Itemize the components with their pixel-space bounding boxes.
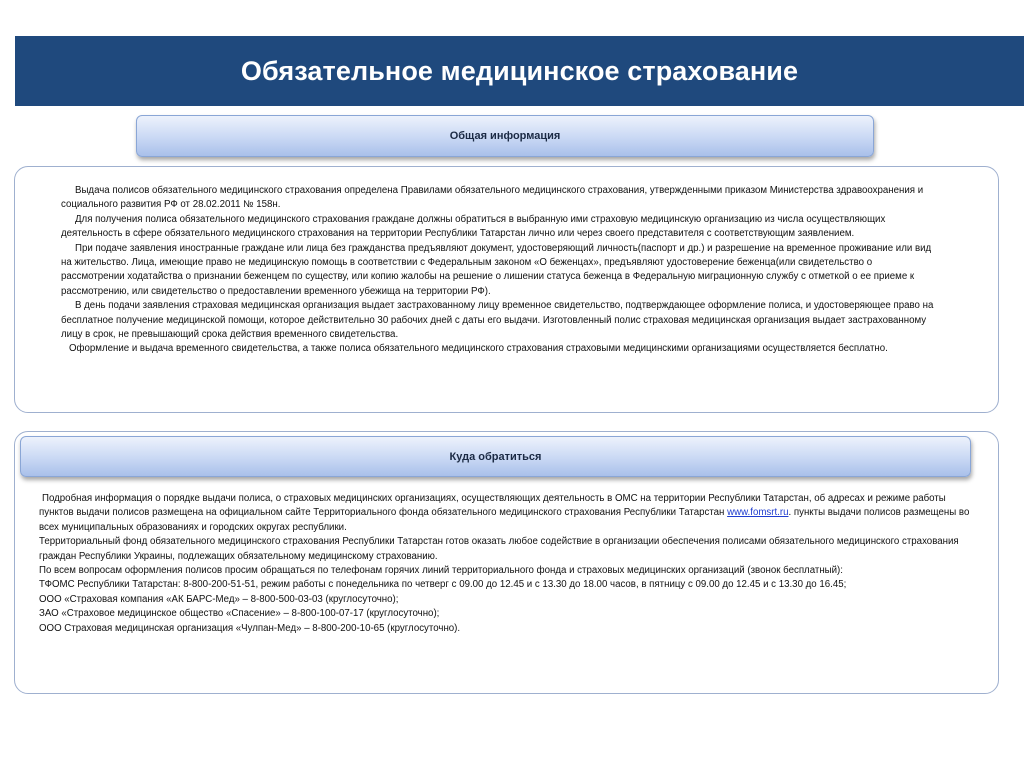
hotline-line: ООО Страховая медицинская организация «Чулпан-Мед» – 8-800-200-10-65 (круглосуточно).: [39, 622, 461, 634]
hotline-line: ЗАО «Страховое медицинское общество «Спасение» – 8-800-100-07-17 (круглосуточно);: [39, 608, 440, 620]
intro-text: Подробная информация о порядке выдачи полиса, о страховых медицинских организациях, осуществляющих деятельность в ОМС на территории Республики Татарстан, об адресах и режиме работы пунктов выдачи полисов размещена на официальном сайте Территориального фонда обязательного медицинского страхования Республики Татарстан: [39, 493, 946, 519]
fomsrt-link[interactable]: www.fomsrt.ru: [727, 507, 789, 519]
paragraph: По всем вопросам оформления полисов просим обращаться по телефонам горячих линий территориального фонда и страховых медицинских организаций (звонок бесплатный):: [39, 565, 843, 577]
paragraph: Выдача полисов обязательного медицинского страхования определена Правилами обязательного медицинского страхования, утвержденными приказом Министерства здравоохранения и социального развития РФ от 28.02.2011 № 158н.: [61, 185, 924, 211]
hotline-line: ООО «Страховая компания «АК БАРС-Мед» – 8-800-500-03-03 (круглосуточно);: [39, 593, 399, 605]
paragraph: Для получения полиса обязательного медицинского страхования граждане должны обратиться в выбранную ими страховую медицинскую организацию из числа осуществляющих деятельность в сфере обязательного медицинского страхования на территории Республики Татарстан лично или через своего представителя с соответствующим заявлением.: [61, 213, 886, 240]
section-header-general-info: [136, 115, 874, 157]
hotline-line: ТФОМС Республики Татарстан: 8-800-200-51-51, режим работы с понедельника по четверг с 09.00 до 12.45 и с 13.30 до 18.00 часов, в пятницу с 09.00 до 12.45 и с 13.30 до 16.45;: [39, 579, 847, 591]
contacts-text: [39, 492, 979, 636]
section-header-label: Куда обратиться: [449, 450, 542, 463]
paragraph: При подаче заявления иностранные граждане или лица без гражданства предъявляют документ, удостоверяющий личность(паспорт и др.) и разрешение на временное проживание или вид на жительство. Лица, имеющие право не медицинскую помощь в соответствии с Федеральным законом «О беженцах», предъявляют удостоверение беженца(или свидетельство о рассмотрении ходатайства о признании беженцем по существу, или копию жалобы на решение о лишении статуса беженца в Федеральную миграционную службу с отметкой о ее приеме к рассмотрению, или свидетельство о предоставлении временного убежища на территории РФ).: [61, 242, 932, 297]
paragraph: Территориальный фонд обязательного медицинского страхования Республики Татарстан готов оказать любое содействие в организации обеспечения полисами обязательного медицинского страхования граждан Республики Украины, подлежащих обязательному медицинскому страхованию.: [39, 536, 959, 562]
slide-title: Обязательное медицинское страхование: [240, 55, 799, 86]
title-bar: [15, 36, 1024, 106]
intro-text-tail: . пункты выдачи полисов размещены во всех муниципальных образованиях и городских округах республики.: [39, 507, 970, 533]
paragraph: Оформление и выдача временного свидетельства, а также полиса обязательного медицинского страхования страховыми медицинскими организациями осуществляется бесплатно.: [69, 343, 888, 355]
general-info-text: [61, 184, 937, 357]
paragraph: В день подачи заявления страховая медицинская организация выдает застрахованному лицу временное свидетельство, подтверждающее оформление полиса, и удостоверяющее право на бесплатное получение медицинской помощи, которое действительно 30 рабочих дней с даты его выдачи. Изготовленный полис страховая медицинская организация выдает застрахованному лицу в срок, не превышающий срока действия временного свидетельства.: [61, 300, 934, 341]
paragraph: [39, 492, 979, 535]
section-header-label: Общая информация: [449, 130, 561, 142]
section-header-where-to-apply: [20, 436, 971, 477]
